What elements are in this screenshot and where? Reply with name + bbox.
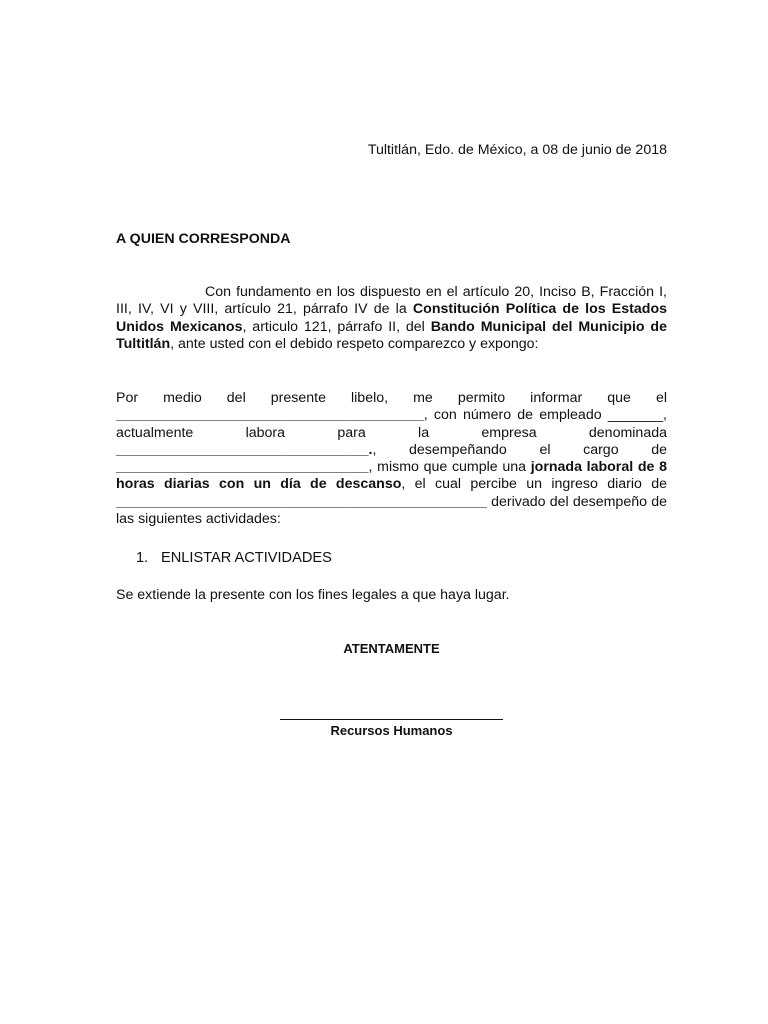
employment-text-4: , mismo que cumple una (368, 459, 531, 476)
signoff: ATENTAMENTE (343, 641, 440, 656)
municipal-bylaw-reference: Bando Municipal del Municipio de Tultitlán (116, 318, 667, 352)
work-schedule-text: jornada laboral de 8 horas diarias con un día de descanso (116, 459, 667, 493)
employee-name-blank: _______________________________________ (116, 407, 424, 424)
employment-text-6: derivado del desempeño de las siguientes actividades: (116, 493, 667, 528)
list-item (136, 550, 332, 567)
job-title-blank: ________________________________ (116, 459, 369, 476)
constitution-reference: Constitución Política de los Estados Unidos Mexicanos (116, 301, 668, 335)
list-item-label: ENLISTAR ACTIVIDADES (161, 550, 332, 566)
signature-line (280, 719, 503, 720)
legal-basis-text-3: , ante usted con el debido respeto comparezco y expongo: (170, 335, 539, 352)
list-item-number: 1. (136, 550, 149, 566)
legal-basis-paragraph (116, 284, 667, 353)
employment-text-1: Por medio del presente libelo, me permito informar que el (116, 390, 667, 406)
legal-basis-text-1: Con fundamento en los dispuesto en el artículo 20, Inciso B, Fracción I, III, IV, VI y VIII, artículo 21, párrafo IV de la (116, 284, 667, 318)
employment-text-5: , el cual percibe un ingreso diario de (401, 476, 667, 493)
closing-sentence: Se extiende la presente con los fines legales a que haya lugar. (116, 587, 510, 603)
signer-name: Recursos Humanos (330, 723, 453, 738)
letter-page (116, 0, 667, 1024)
company-name-blank: ________________________________. (116, 441, 373, 458)
daily-income-blank: _______________________________________________ (116, 493, 487, 510)
activities-list (136, 550, 332, 567)
legal-basis-text-2: , articulo 121, párrafo II, del (242, 318, 431, 335)
date-line: Tultitlán, Edo. de México, a 08 de junio de 2018 (367, 142, 667, 158)
employment-text-3: , desempeñando el cargo de (372, 441, 667, 458)
employment-paragraph (116, 390, 667, 528)
greeting-heading: A QUIEN CORRESPONDA (116, 231, 291, 247)
employment-text-2: , con número de empleado _______, actualmente labora para la empresa denominada (116, 407, 667, 441)
